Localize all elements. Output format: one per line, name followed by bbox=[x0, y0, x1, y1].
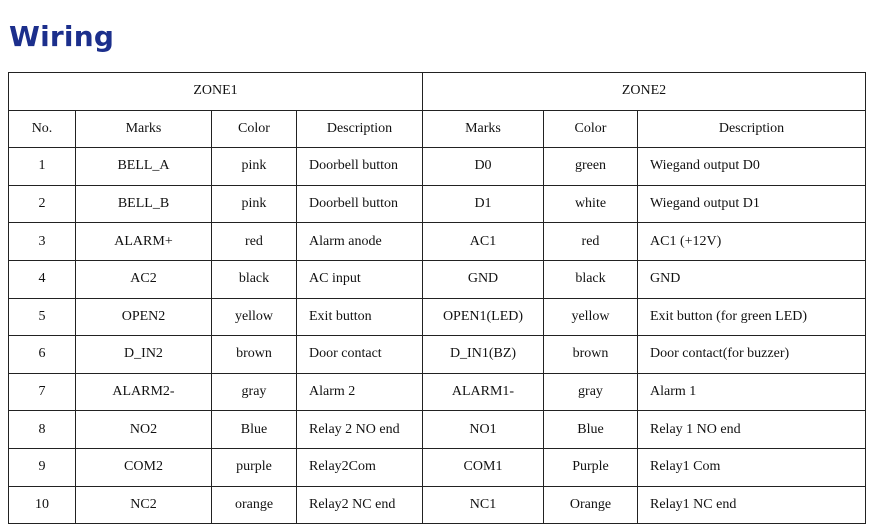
cell-zone2-color: red bbox=[544, 223, 638, 261]
column-header-row bbox=[9, 110, 866, 148]
cell-zone1-marks: ALARM2- bbox=[76, 373, 212, 411]
cell-zone2-marks: NO1 bbox=[423, 411, 544, 449]
table-row bbox=[9, 336, 866, 374]
header-zone2-color: Color bbox=[544, 110, 638, 148]
cell-zone2-color: Blue bbox=[544, 411, 638, 449]
cell-zone2-color: green bbox=[544, 148, 638, 186]
cell-zone2-description: AC1 (+12V) bbox=[638, 223, 866, 261]
cell-zone2-color: brown bbox=[544, 336, 638, 374]
cell-zone2-description: Relay 1 NO end bbox=[638, 411, 866, 449]
cell-zone2-color: gray bbox=[544, 373, 638, 411]
cell-zone1-description: Alarm anode bbox=[297, 223, 423, 261]
cell-zone1-description: Relay2Com bbox=[297, 448, 423, 486]
zone2-header: ZONE2 bbox=[423, 73, 866, 111]
table-row bbox=[9, 223, 866, 261]
cell-zone1-description: AC input bbox=[297, 260, 423, 298]
cell-zone1-marks: BELL_B bbox=[76, 185, 212, 223]
cell-no: 3 bbox=[9, 223, 76, 261]
cell-zone2-color: yellow bbox=[544, 298, 638, 336]
header-no: No. bbox=[9, 110, 76, 148]
cell-no: 2 bbox=[9, 185, 76, 223]
cell-zone1-color: purple bbox=[212, 448, 297, 486]
cell-zone1-color: gray bbox=[212, 373, 297, 411]
cell-zone2-marks: NC1 bbox=[423, 486, 544, 524]
cell-zone1-color: pink bbox=[212, 185, 297, 223]
cell-zone1-marks: NO2 bbox=[76, 411, 212, 449]
cell-zone2-marks: COM1 bbox=[423, 448, 544, 486]
cell-no: 6 bbox=[9, 336, 76, 374]
cell-zone2-color: Orange bbox=[544, 486, 638, 524]
cell-zone1-marks: COM2 bbox=[76, 448, 212, 486]
header-zone1-color: Color bbox=[212, 110, 297, 148]
cell-zone1-color: Blue bbox=[212, 411, 297, 449]
cell-no: 5 bbox=[9, 298, 76, 336]
cell-zone2-marks: D0 bbox=[423, 148, 544, 186]
cell-zone1-marks: D_IN2 bbox=[76, 336, 212, 374]
cell-zone1-color: red bbox=[212, 223, 297, 261]
cell-zone2-description: Wiegand output D0 bbox=[638, 148, 866, 186]
cell-zone2-color: black bbox=[544, 260, 638, 298]
cell-zone2-description: Relay1 Com bbox=[638, 448, 866, 486]
cell-zone2-description: GND bbox=[638, 260, 866, 298]
cell-zone2-marks: ALARM1- bbox=[423, 373, 544, 411]
zone1-header: ZONE1 bbox=[9, 73, 423, 111]
cell-zone1-color: yellow bbox=[212, 298, 297, 336]
cell-zone1-description: Doorbell button bbox=[297, 148, 423, 186]
cell-zone2-marks: OPEN1(LED) bbox=[423, 298, 544, 336]
cell-zone1-marks: BELL_A bbox=[76, 148, 212, 186]
cell-zone2-description: Relay1 NC end bbox=[638, 486, 866, 524]
wiring-table bbox=[8, 72, 866, 524]
table-row bbox=[9, 260, 866, 298]
cell-zone2-marks: D_IN1(BZ) bbox=[423, 336, 544, 374]
table-row bbox=[9, 411, 866, 449]
cell-no: 7 bbox=[9, 373, 76, 411]
header-zone2-description: Description bbox=[638, 110, 866, 148]
cell-zone1-color: brown bbox=[212, 336, 297, 374]
cell-zone1-description: Door contact bbox=[297, 336, 423, 374]
cell-no: 9 bbox=[9, 448, 76, 486]
cell-zone1-color: pink bbox=[212, 148, 297, 186]
cell-zone1-marks: AC2 bbox=[76, 260, 212, 298]
cell-no: 10 bbox=[9, 486, 76, 524]
table-row bbox=[9, 185, 866, 223]
page-title: Wiring bbox=[9, 20, 115, 53]
header-zone2-marks: Marks bbox=[423, 110, 544, 148]
cell-zone2-marks: AC1 bbox=[423, 223, 544, 261]
table-row bbox=[9, 373, 866, 411]
cell-zone2-description: Door contact(for buzzer) bbox=[638, 336, 866, 374]
cell-zone2-color: white bbox=[544, 185, 638, 223]
header-zone1-description: Description bbox=[297, 110, 423, 148]
table-row bbox=[9, 148, 866, 186]
zone-header-row bbox=[9, 73, 866, 111]
cell-zone1-color: black bbox=[212, 260, 297, 298]
cell-zone2-marks: GND bbox=[423, 260, 544, 298]
table-row bbox=[9, 448, 866, 486]
cell-zone2-description: Wiegand output D1 bbox=[638, 185, 866, 223]
cell-zone1-description: Doorbell button bbox=[297, 185, 423, 223]
cell-zone1-description: Exit button bbox=[297, 298, 423, 336]
cell-zone2-color: Purple bbox=[544, 448, 638, 486]
cell-zone1-marks: NC2 bbox=[76, 486, 212, 524]
cell-zone1-description: Relay2 NC end bbox=[297, 486, 423, 524]
cell-zone1-description: Alarm 2 bbox=[297, 373, 423, 411]
cell-no: 1 bbox=[9, 148, 76, 186]
cell-zone1-color: orange bbox=[212, 486, 297, 524]
cell-zone1-marks: ALARM+ bbox=[76, 223, 212, 261]
table-row bbox=[9, 298, 866, 336]
header-zone1-marks: Marks bbox=[76, 110, 212, 148]
cell-zone2-description: Exit button (for green LED) bbox=[638, 298, 866, 336]
cell-zone1-description: Relay 2 NO end bbox=[297, 411, 423, 449]
cell-zone1-marks: OPEN2 bbox=[76, 298, 212, 336]
table-row bbox=[9, 486, 866, 524]
cell-no: 4 bbox=[9, 260, 76, 298]
cell-zone2-description: Alarm 1 bbox=[638, 373, 866, 411]
cell-no: 8 bbox=[9, 411, 76, 449]
cell-zone2-marks: D1 bbox=[423, 185, 544, 223]
